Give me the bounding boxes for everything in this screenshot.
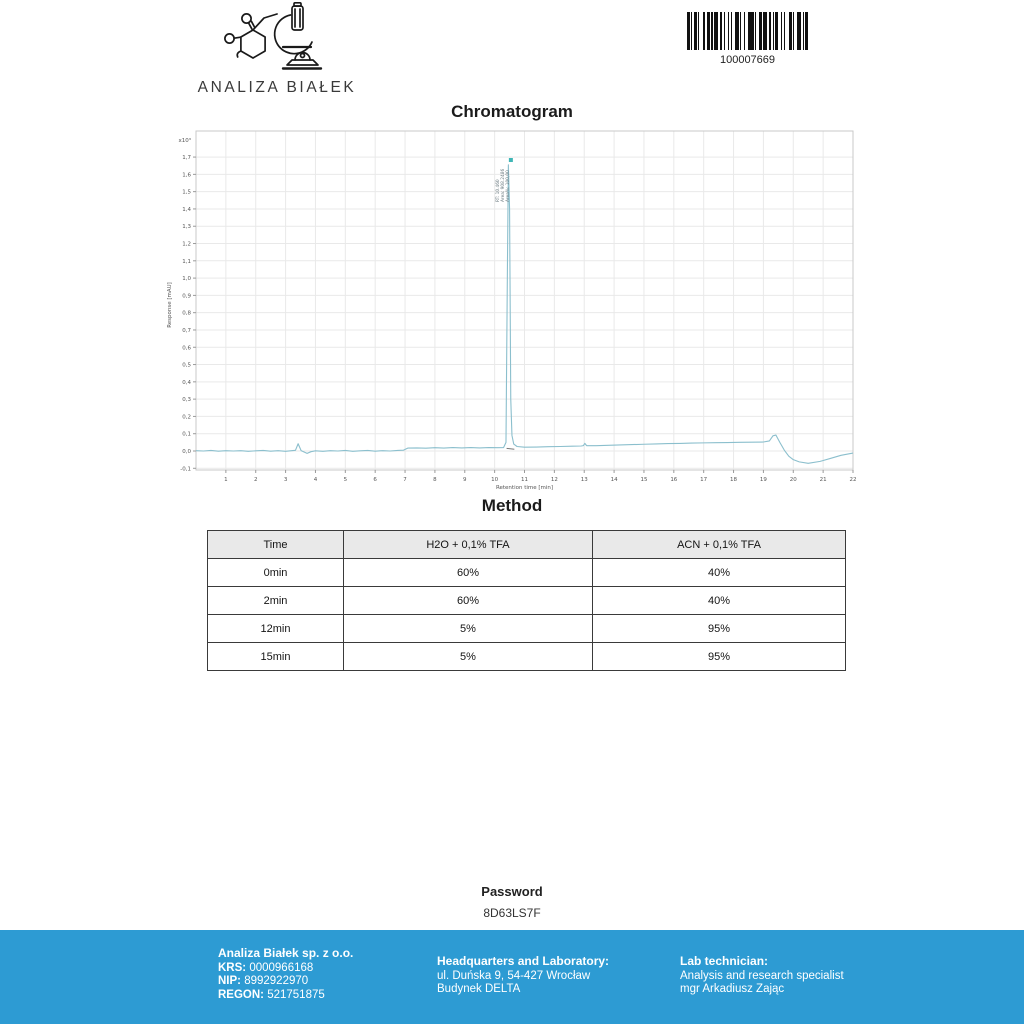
x-tick-label: 3 <box>283 477 288 483</box>
peak-annotation-line: Area%: 100,00 <box>505 170 511 202</box>
y-tick-label: 0,8 <box>182 310 191 317</box>
x-tick-label: 15 <box>640 477 648 483</box>
y-tick-label: 1,4 <box>182 206 191 213</box>
password-label: Password <box>481 884 543 899</box>
y-tick-label: 0,9 <box>182 293 191 300</box>
company-logo-text: ANALIZA BIAŁEK <box>197 79 357 96</box>
footer-nip: NIP: 8992922970 <box>218 975 309 987</box>
y-tick-label: 0,6 <box>182 345 191 352</box>
y-tick-label: 0,2 <box>182 414 191 421</box>
method-table-row <box>208 559 846 587</box>
company-logo <box>177 2 377 97</box>
x-tick-label: 1 <box>224 477 228 483</box>
footer-headquarters <box>437 955 609 997</box>
x-tick-label: 20 <box>789 477 797 483</box>
barcode-icon <box>687 12 808 50</box>
y-tick-label: 0,3 <box>182 397 191 404</box>
y-tick-label: 1,1 <box>182 258 191 265</box>
method-title: Method <box>481 496 543 515</box>
x-tick-label: 8 <box>433 477 437 483</box>
y-tick-label: 1,2 <box>182 241 191 248</box>
chromatogram-title: Chromatogram <box>451 102 573 121</box>
y-tick-label: 1,0 <box>182 276 191 283</box>
method-table-cell: 0min <box>208 559 344 587</box>
y-tick-label: 0,4 <box>182 379 191 386</box>
footer-headquarters-building: Budynek DELTA <box>437 983 521 995</box>
method-table-cell: 95% <box>593 615 846 643</box>
footer-technician-name: mgr Arkadiusz Zając <box>680 983 785 995</box>
footer-technician-role: Analysis and research specialist <box>680 969 844 982</box>
y-axis-scale-label: x10³ <box>178 137 191 144</box>
x-tick-label: 21 <box>819 477 827 483</box>
peak-marker <box>509 158 513 162</box>
x-tick-label: 2 <box>253 477 258 483</box>
x-tick-label: 11 <box>521 477 528 483</box>
method-col-header: ACN + 0,1% TFA <box>593 531 846 559</box>
company-logo-icon <box>217 2 337 72</box>
y-axis-title: Response [mAU] <box>167 282 173 328</box>
y-tick-label: 1,5 <box>182 189 191 196</box>
method-table-header <box>208 531 846 559</box>
method-table-body <box>208 559 846 671</box>
x-tick-label: 13 <box>580 477 588 483</box>
x-tick-label: 9 <box>463 477 467 483</box>
footer-bar <box>0 930 1024 1024</box>
footer-headquarters-address: ul. Duńska 9, 54-427 Wrocław <box>437 969 591 982</box>
footer-krs: KRS: 0000966168 <box>218 961 314 974</box>
method-table-row <box>208 643 846 671</box>
y-tick-label: 1,7 <box>182 155 191 162</box>
method-table-cell: 5% <box>344 615 593 643</box>
footer-company-name: Analiza Białek sp. z o.o. <box>218 946 354 960</box>
peak-annotation-line: Area: 908.2486 <box>500 168 506 202</box>
peak-annotation-line: RT: 10.460 <box>495 179 501 202</box>
x-tick-label: 12 <box>550 477 558 483</box>
footer-headquarters-title: Headquarters and Laboratory: <box>437 954 610 968</box>
footer-company-info <box>218 947 353 1002</box>
method-table-cell: 60% <box>344 559 593 587</box>
x-tick-label: 10 <box>491 477 499 483</box>
password-block <box>0 884 1024 920</box>
footer-regon: REGON: 521751875 <box>218 988 325 1001</box>
y-tick-label: 0,5 <box>182 362 191 369</box>
method-col-header: Time <box>208 531 344 559</box>
password-value: 8D63LS7F <box>483 906 541 920</box>
method-table-cell: 40% <box>593 587 846 615</box>
x-tick-label: 7 <box>403 477 407 483</box>
x-tick-label: 5 <box>343 477 348 483</box>
method-table-cell: 60% <box>344 587 593 615</box>
y-tick-label: 0,1 <box>182 431 191 438</box>
x-tick-label: 22 <box>849 477 857 483</box>
method-table-cell: 5% <box>344 643 593 671</box>
x-tick-label: 19 <box>759 477 767 483</box>
x-tick-label: 6 <box>373 477 377 483</box>
x-axis-title: Retention time [min] <box>495 485 554 491</box>
y-tick-label: 1,6 <box>182 172 191 179</box>
method-table-row <box>208 615 846 643</box>
method-table-cell: 40% <box>593 559 846 587</box>
barcode-block <box>687 12 808 66</box>
x-tick-label: 17 <box>700 477 708 483</box>
y-tick-label: 1,3 <box>182 224 191 231</box>
chromatogram-chart <box>158 128 866 494</box>
x-tick-label: 16 <box>670 477 678 483</box>
x-tick-label: 14 <box>610 477 618 483</box>
y-tick-label: 0,0 <box>182 449 191 455</box>
method-col-header: H2O + 0,1% TFA <box>344 531 593 559</box>
x-tick-label: 4 <box>313 477 318 483</box>
method-table-row <box>208 587 846 615</box>
footer-technician <box>680 955 844 997</box>
barcode-number: 100007669 <box>719 54 776 66</box>
y-tick-label: 0,7 <box>182 327 191 334</box>
method-table-cell: 95% <box>593 643 846 671</box>
x-tick-label: 18 <box>730 477 738 483</box>
method-table-cell: 12min <box>208 615 344 643</box>
footer-technician-title: Lab technician: <box>680 954 769 968</box>
y-tick-label: -0,1 <box>180 466 191 473</box>
method-table <box>207 530 846 671</box>
method-table-cell: 2min <box>208 587 344 615</box>
method-table-cell: 15min <box>208 643 344 671</box>
